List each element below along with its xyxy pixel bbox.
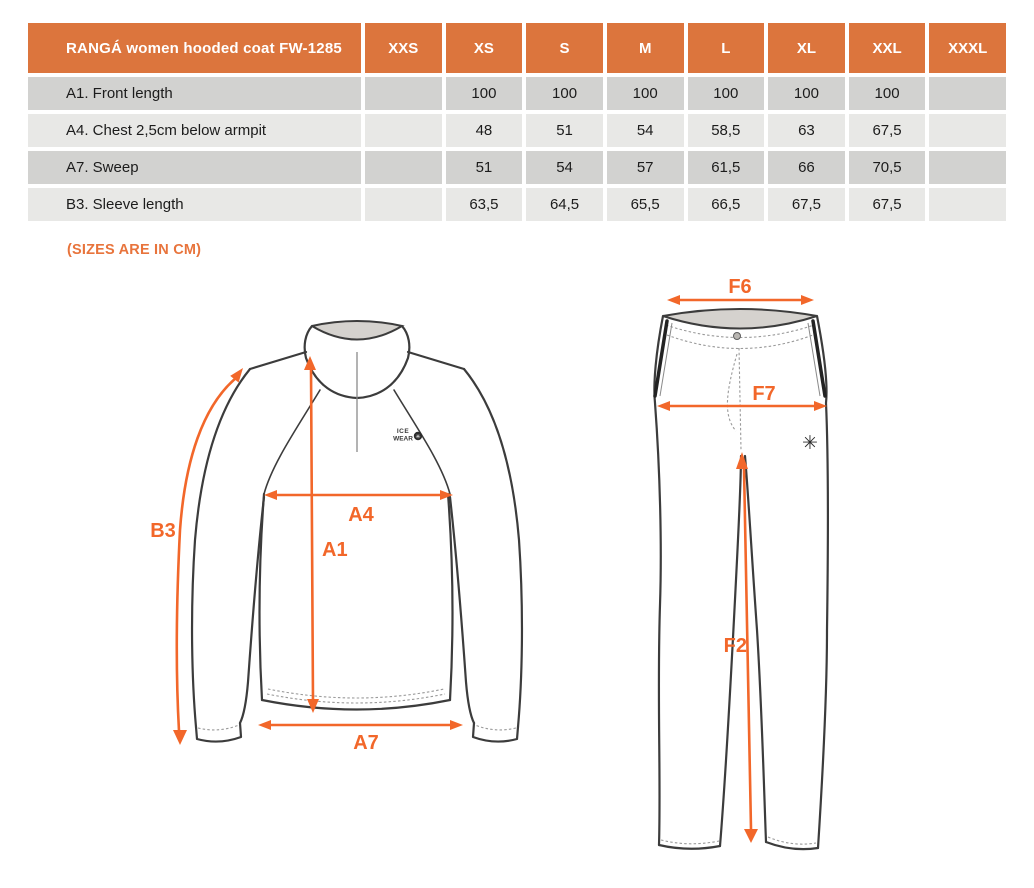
- value-cell-m: 65,5: [607, 188, 684, 221]
- f7-arrowhead-left: [657, 401, 670, 411]
- a7-arrowhead-right: [450, 720, 463, 730]
- sleeve-left-outer: [192, 369, 250, 727]
- table-title: RANGÁ women hooded coat FW-1285: [28, 23, 361, 73]
- fly-j-stitch: [727, 354, 737, 431]
- value-cell-xxl: 67,5: [849, 114, 926, 147]
- value-cell-xl: 67,5: [768, 188, 845, 221]
- value-cell-s: 64,5: [526, 188, 603, 221]
- b3-arrow: [150, 368, 243, 745]
- a7-arrow: [258, 720, 463, 754]
- a1-arrow: [304, 356, 348, 713]
- left-hem-stitch: [661, 840, 719, 844]
- column-header-xxxl: XXXL: [929, 23, 1006, 73]
- value-cell-s: 51: [526, 114, 603, 147]
- collar-interior: [312, 321, 402, 340]
- column-header-m: M: [607, 23, 684, 73]
- f6-arrowhead-right: [801, 295, 814, 305]
- f7-arrow: [657, 383, 827, 411]
- cuff-left: [196, 723, 241, 742]
- waist-interior: [663, 309, 817, 329]
- value-cell-m: 100: [607, 77, 684, 110]
- right-hem-stitch: [768, 837, 816, 844]
- value-cell-xs: 63,5: [446, 188, 523, 221]
- cuff-right-stitch: [475, 725, 516, 730]
- fly-stitch: [739, 348, 741, 450]
- column-header-xs: XS: [446, 23, 523, 73]
- waist-button: [734, 333, 741, 340]
- icewear-logo-snowflake-icon: ✳: [415, 434, 421, 441]
- hem-stitch-1: [267, 694, 445, 703]
- a7-arrowhead-left: [258, 720, 271, 730]
- cuff-left-stitch: [198, 725, 239, 730]
- sleeve-right-inner: [450, 497, 474, 723]
- cuff-right: [473, 723, 518, 742]
- row-label: A1. Front length: [28, 77, 361, 110]
- b3-label: B3: [150, 520, 176, 542]
- value-cell-xxl: 67,5: [849, 188, 926, 221]
- value-cell-m: 54: [607, 114, 684, 147]
- f6-label: F6: [728, 276, 752, 298]
- icewear-logo-line2: WEAR: [393, 435, 413, 443]
- value-cell-l: 58,5: [688, 114, 765, 147]
- a7-label: A7: [353, 732, 379, 754]
- body-right-edge: [448, 494, 452, 700]
- hem-stitch-2: [268, 689, 444, 698]
- f6-arrowhead-left: [667, 295, 680, 305]
- value-cell-l: 61,5: [688, 151, 765, 184]
- row-label: B3. Sleeve length: [28, 188, 361, 221]
- column-header-xxs: XXS: [365, 23, 442, 73]
- value-cell-xl: 66: [768, 151, 845, 184]
- value-cell-xl: 63: [768, 114, 845, 147]
- f2-arrowhead-bottom: [744, 829, 758, 843]
- row-label: A7. Sweep: [28, 151, 361, 184]
- value-cell-s: 100: [526, 77, 603, 110]
- column-header-xxl: XXL: [849, 23, 926, 73]
- b3-arrowhead-bottom: [173, 730, 187, 745]
- value-cell-xs: 51: [446, 151, 523, 184]
- f2-arrow: [724, 452, 758, 843]
- shoulder-left-seam: [250, 352, 306, 369]
- value-cell-s: 54: [526, 151, 603, 184]
- body-hem: [262, 700, 450, 710]
- icewear-logo-line1: ICE: [396, 428, 410, 435]
- column-header-l: L: [688, 23, 765, 73]
- b3-arrow-line: [177, 378, 236, 731]
- value-cell-xxl: 70,5: [849, 151, 926, 184]
- column-header-xl: XL: [768, 23, 845, 73]
- sleeve-right-outer: [464, 369, 522, 727]
- row-label: A4. Chest 2,5cm below armpit: [28, 114, 361, 147]
- a1-label: A1: [322, 539, 348, 561]
- value-cell-xl: 100: [768, 77, 845, 110]
- value-cell-m: 57: [607, 151, 684, 184]
- value-cell-xs: 100: [446, 77, 523, 110]
- f6-arrow: [667, 276, 814, 305]
- pants-left-hem: [659, 845, 720, 849]
- a1-arrow-line: [311, 368, 313, 701]
- value-cell-xs: 48: [446, 114, 523, 147]
- value-cell-l: 100: [688, 77, 765, 110]
- pants-snowflake-icon: ✳: [802, 433, 818, 454]
- column-header-s: S: [526, 23, 603, 73]
- a4-arrow: [264, 490, 453, 526]
- jacket-diagram: [150, 321, 522, 754]
- value-cell-l: 66,5: [688, 188, 765, 221]
- sizes-note: (SIZES ARE IN CM): [67, 242, 202, 258]
- a4-arrowhead-left: [264, 490, 277, 500]
- f2-label: F2: [723, 635, 747, 657]
- f7-label: F7: [752, 383, 776, 405]
- pants-diagram: [654, 276, 828, 849]
- a4-label: A4: [348, 504, 374, 526]
- value-cell-xxl: 100: [849, 77, 926, 110]
- shoulder-right-seam: [408, 352, 464, 369]
